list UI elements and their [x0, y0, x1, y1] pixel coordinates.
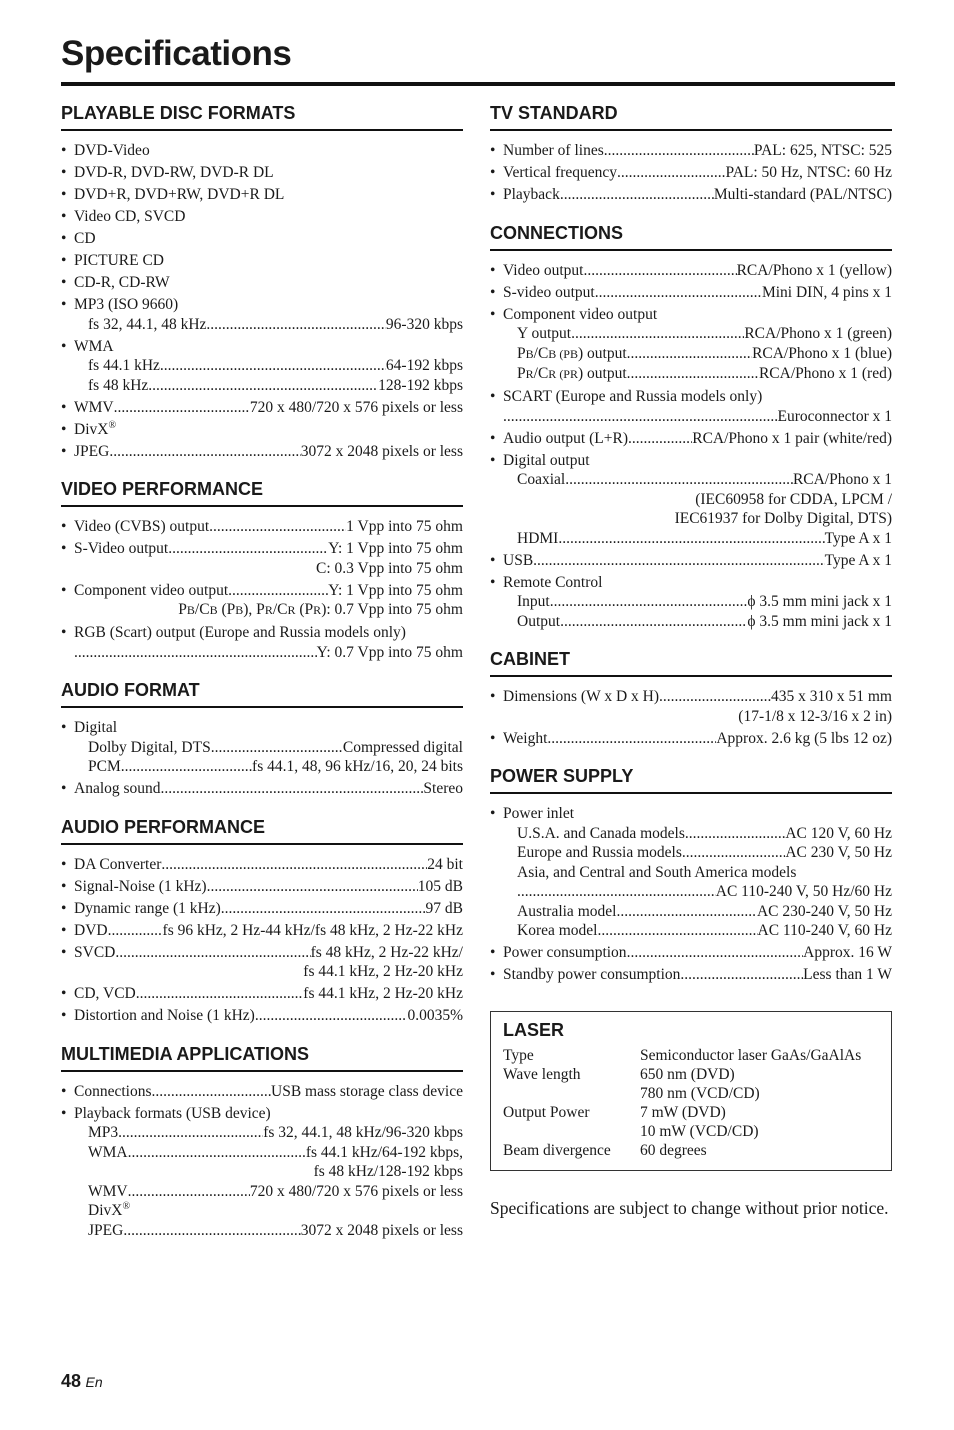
spec-row: fs 48 kHz ..... 128-192 kbps	[74, 376, 463, 396]
list-item: • Power consumption ..... Approx. 16 W	[490, 943, 892, 963]
list-item: • Video (CVBS) output ..... 1 Vpp into 75 ohm	[61, 517, 463, 537]
list-item: • DVD-Video	[61, 141, 463, 161]
list-item: • Connections ..... USB mass storage class device	[61, 1082, 463, 1102]
title-rule	[61, 82, 895, 86]
section-heading: CONNECTIONS	[490, 223, 892, 251]
list-item: • Signal-Noise (1 kHz) ..... 105 dB	[61, 877, 463, 897]
audio-format-section	[61, 680, 463, 799]
list-item: • Component video output Y output ..... RCA/Phono x 1 (green) PB/CB (PB) output ..... RCA/Phono x 1 (blue) PR/CR (PR) output ..... RCA/Phono x 1 (red)	[490, 305, 892, 385]
playable-disc-formats-section	[61, 103, 463, 461]
list-item: • Number of lines ..... PAL: 625, NTSC: 525	[490, 141, 892, 161]
list-item: • Playback ..... Multi-standard (PAL/NTSC)	[490, 185, 892, 205]
list-item: • PICTURE CD	[61, 251, 463, 271]
list-item: • DivX®	[61, 420, 463, 440]
audio-performance-section	[61, 817, 463, 1026]
change-notice: Specifications are subject to change without prior notice.	[490, 1197, 889, 1218]
page-title: Specifications	[61, 34, 292, 73]
list-item: • SCART (Europe and Russia models only) ..... Euroconnector x 1	[490, 387, 892, 426]
section-heading: CABINET	[490, 649, 892, 677]
spec-row: fs 32, 44.1, 48 kHz ..... 96-320 kbps	[74, 315, 463, 335]
section-heading: PLAYABLE DISC FORMATS	[61, 103, 463, 131]
list-item: • CD	[61, 229, 463, 249]
list-item: • Digital Dolby Digital, DTS ..... Compressed digital PCM ..... fs 44.1, 48, 96 kHz/16, 20, 24 bits	[61, 718, 463, 777]
list-item: • Weight ..... Approx. 2.6 kg (5 lbs 12 oz)	[490, 729, 892, 749]
page-number: 48	[61, 1371, 82, 1391]
list-item: • JPEG ..... 3072 x 2048 pixels or less	[61, 442, 463, 462]
laser-heading: LASER	[503, 1019, 565, 1040]
power-supply-section	[490, 766, 892, 985]
video-performance-section	[61, 479, 463, 662]
list-item: • Power inlet U.S.A. and Canada models ..... AC 120 V, 60 Hz Europe and Russia models ..... AC 230 V, 50 Hz Asia, and Central and South America models ..... AC 110-240 V, 50 Hz/60 Hz Australia model ..... AC 230-240 V, 50 Hz Korea model ..... AC 110-240 V, 60 Hz	[490, 804, 892, 941]
list-item: • USB ..... Type A x 1	[490, 551, 892, 571]
list-item: • DVD-R, DVD-RW, DVD-R DL	[61, 163, 463, 183]
list-item: • Analog sound ..... Stereo	[61, 779, 463, 799]
multimedia-applications-section	[61, 1044, 463, 1241]
list-item	[61, 337, 463, 396]
page-footer	[61, 1371, 103, 1392]
list-item: • S-video output ..... Mini DIN, 4 pins x 1	[490, 283, 892, 303]
section-heading: MULTIMEDIA APPLICATIONS	[61, 1044, 463, 1072]
section-heading: AUDIO FORMAT	[61, 680, 463, 708]
list-item: • Audio output (L+R) ..... RCA/Phono x 1 pair (white/red)	[490, 429, 892, 449]
list-item: • Video output ..... RCA/Phono x 1 (yellow)	[490, 261, 892, 281]
list-item: • Component video output ..... Y: 1 Vpp into 75 ohm PB/CB (PB), PR/CR (PR): 0.7 Vpp into 75 ohm	[61, 581, 463, 621]
list-item: • Dynamic range (1 kHz) ..... 97 dB	[61, 899, 463, 919]
section-heading: VIDEO PERFORMANCE	[61, 479, 463, 507]
list-item: • Remote Control Input ..... ϕ 3.5 mm mini jack x 1 Output ..... ϕ 3.5 mm mini jack x 1	[490, 573, 892, 632]
right-column	[490, 103, 892, 1222]
list-item: • Playback formats (USB device) MP3 ..... fs 32, 44.1, 48 kHz/96-320 kbps WMA ..... fs 44.1 kHz/64-192 kbps, fs 48 kHz/128-192 kbps WMV ..... 720 x 480/720 x 576 pixels or less DivX® JPEG ..... 3072 x 2048 pixels or less	[61, 1104, 463, 1241]
list-item	[61, 295, 463, 334]
spec-label: • WMA	[74, 337, 114, 355]
section-heading: POWER SUPPLY	[490, 766, 892, 794]
spec-row: fs 44.1 kHz ..... 64-192 kbps	[74, 356, 463, 376]
list-item: • Standby power consumption ..... Less than 1 W	[490, 965, 892, 985]
list-item: • RGB (Scart) output (Europe and Russia models only) ..... Y: 0.7 Vpp into 75 ohm	[61, 623, 463, 662]
section-heading: AUDIO PERFORMANCE	[61, 817, 463, 845]
laser-box	[490, 1011, 892, 1171]
spec-label: • MP3 (ISO 9660)	[74, 296, 179, 313]
section-heading: TV STANDARD	[490, 103, 892, 131]
cabinet-section	[490, 649, 892, 748]
list-item: • Vertical frequency ..... PAL: 50 Hz, NTSC: 60 Hz	[490, 163, 892, 183]
list-item: • DVD ..... fs 96 kHz, 2 Hz-44 kHz/fs 48 kHz, 2 Hz-22 kHz	[61, 921, 463, 941]
language-code: En	[85, 1374, 103, 1390]
connections-section	[490, 223, 892, 632]
list-item: • SVCD ..... fs 48 kHz, 2 Hz-22 kHz/ fs 44.1 kHz, 2 Hz-20 kHz	[61, 943, 463, 982]
list-item: • WMV ..... 720 x 480/720 x 576 pixels or less	[61, 398, 463, 418]
list-item: • CD-R, CD-RW	[61, 273, 463, 293]
tv-standard-section	[490, 103, 892, 205]
left-column	[61, 103, 463, 1258]
list-item: • CD, VCD ..... fs 44.1 kHz, 2 Hz-20 kHz	[61, 984, 463, 1004]
laser-table: Type Semiconductor laser GaAs/GaAlAs Wave length 650 nm (DVD) 780 nm (VCD/CD) Output Power 7 mW (DVD) 10 mW (VCD/CD) Beam divergence 60 degrees	[503, 1046, 862, 1159]
list-item: • Digital output Coaxial ..... RCA/Phono x 1 (IEC60958 for CDDA, LPCM / IEC61937 for Dolby Digital, DTS) HDMI ..... Type A x 1	[490, 451, 892, 549]
list-item: • S-Video output ..... Y: 1 Vpp into 75 ohm C: 0.3 Vpp into 75 ohm	[61, 539, 463, 578]
list-item: • Distortion and Noise (1 kHz) ..... 0.0035%	[61, 1006, 463, 1026]
list-item: • Dimensions (W x D x H) ..... 435 x 310 x 51 mm (17-1/8 x 12-3/16 x 2 in)	[490, 687, 892, 726]
list-item: • Video CD, SVCD	[61, 207, 463, 227]
list-item: • DA Converter ..... 24 bit	[61, 855, 463, 875]
list-item: • DVD+R, DVD+RW, DVD+R DL	[61, 185, 463, 205]
